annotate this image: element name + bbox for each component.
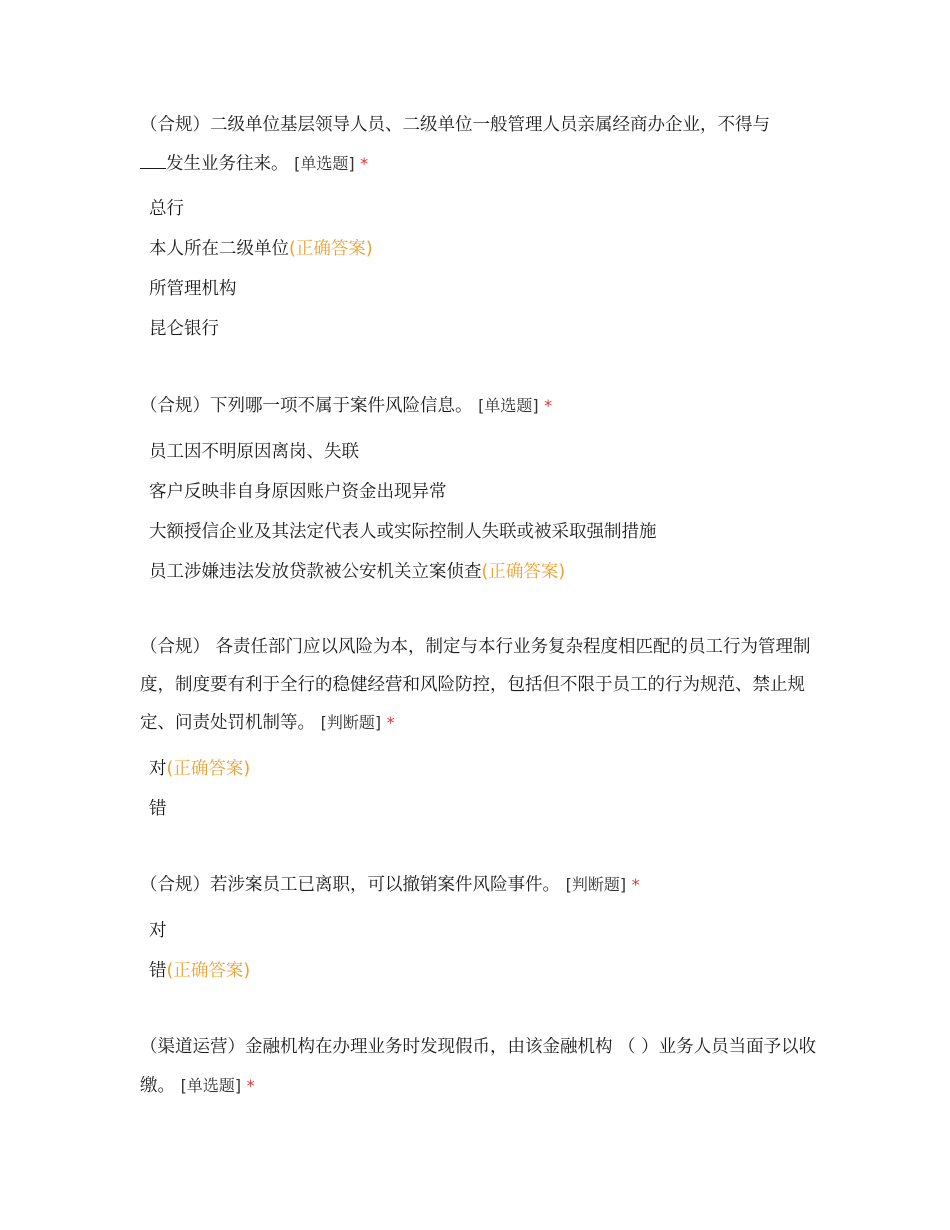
question-5: [140, 1029, 820, 1105]
option[interactable]: 员工因不明原因离岗、失联: [149, 441, 359, 462]
question-3: [140, 629, 820, 829]
option[interactable]: 错(正确答案): [149, 960, 251, 981]
options-list: [140, 911, 820, 991]
question-type-label: [判断题]: [320, 713, 382, 732]
required-asterisk: *: [246, 1075, 255, 1095]
question-1-text: （合规）二级单位基层领导人员、二级单位一般管理人员亲属经商办企业，不得与 发生业务往来。 [单选题] *: [140, 115, 770, 174]
question-5-text: （渠道运营）金融机构在办理业务时发现假币，由该金融机构 （ ）业务人员当面予以收缴。 [单选题] *: [140, 1037, 817, 1096]
question-type-label: [单选题]: [478, 396, 539, 415]
question-type-label: [判断题]: [565, 875, 627, 894]
option[interactable]: 大额授信企业及其法定代表人或实际控制人失联或被采取强制措施: [149, 521, 657, 542]
required-asterisk: *: [360, 153, 369, 173]
options-list: [140, 432, 820, 592]
option[interactable]: 客户反映非自身原因账户资金出现异常: [149, 481, 447, 502]
question-2: [140, 387, 820, 592]
question-4: [140, 866, 820, 991]
option[interactable]: 对: [149, 920, 167, 941]
question-type-label: [单选题]: [294, 153, 355, 173]
option[interactable]: 对(正确答案): [149, 758, 251, 779]
fill-blank: [140, 150, 166, 169]
option[interactable]: 员工涉嫌违法发放贷款被公安机关立案侦查(正确答案): [149, 561, 566, 582]
options-list: [140, 189, 820, 349]
option[interactable]: 所管理机构: [149, 279, 237, 299]
option[interactable]: 总行: [149, 199, 184, 219]
correct-answer-tag: (正确答案): [166, 960, 251, 981]
required-asterisk: *: [631, 875, 640, 894]
correct-answer-tag: (正确答案): [289, 239, 373, 259]
required-asterisk: *: [386, 713, 395, 732]
option[interactable]: 错: [149, 798, 167, 819]
required-asterisk: *: [544, 396, 553, 415]
question-1: [140, 107, 820, 349]
correct-answer-tag: (正确答案): [166, 758, 251, 779]
option[interactable]: 昆仑银行: [149, 319, 219, 339]
question-type-label: [单选题]: [180, 1075, 242, 1095]
correct-answer-tag: (正确答案): [481, 561, 566, 582]
option[interactable]: 本人所在二级单位(正确答案): [149, 239, 373, 259]
options-list: [140, 749, 820, 829]
question-3-text: （合规） 各责任部门应以风险为本，制定与本行业务复杂程度相匹配的员工行为管理制度，制度要有利于全行的稳健经营和风险防控，包括但不限于员工的行为规范、禁止规定、问责处罚机制等。 [判断题] *: [140, 637, 811, 733]
question-2-text: （合规）下列哪一项不属于案件风险信息。 [单选题] *: [140, 396, 553, 416]
question-4-text: （合规）若涉案员工已离职，可以撤销案件风险事件。 [判断题] *: [140, 875, 640, 895]
